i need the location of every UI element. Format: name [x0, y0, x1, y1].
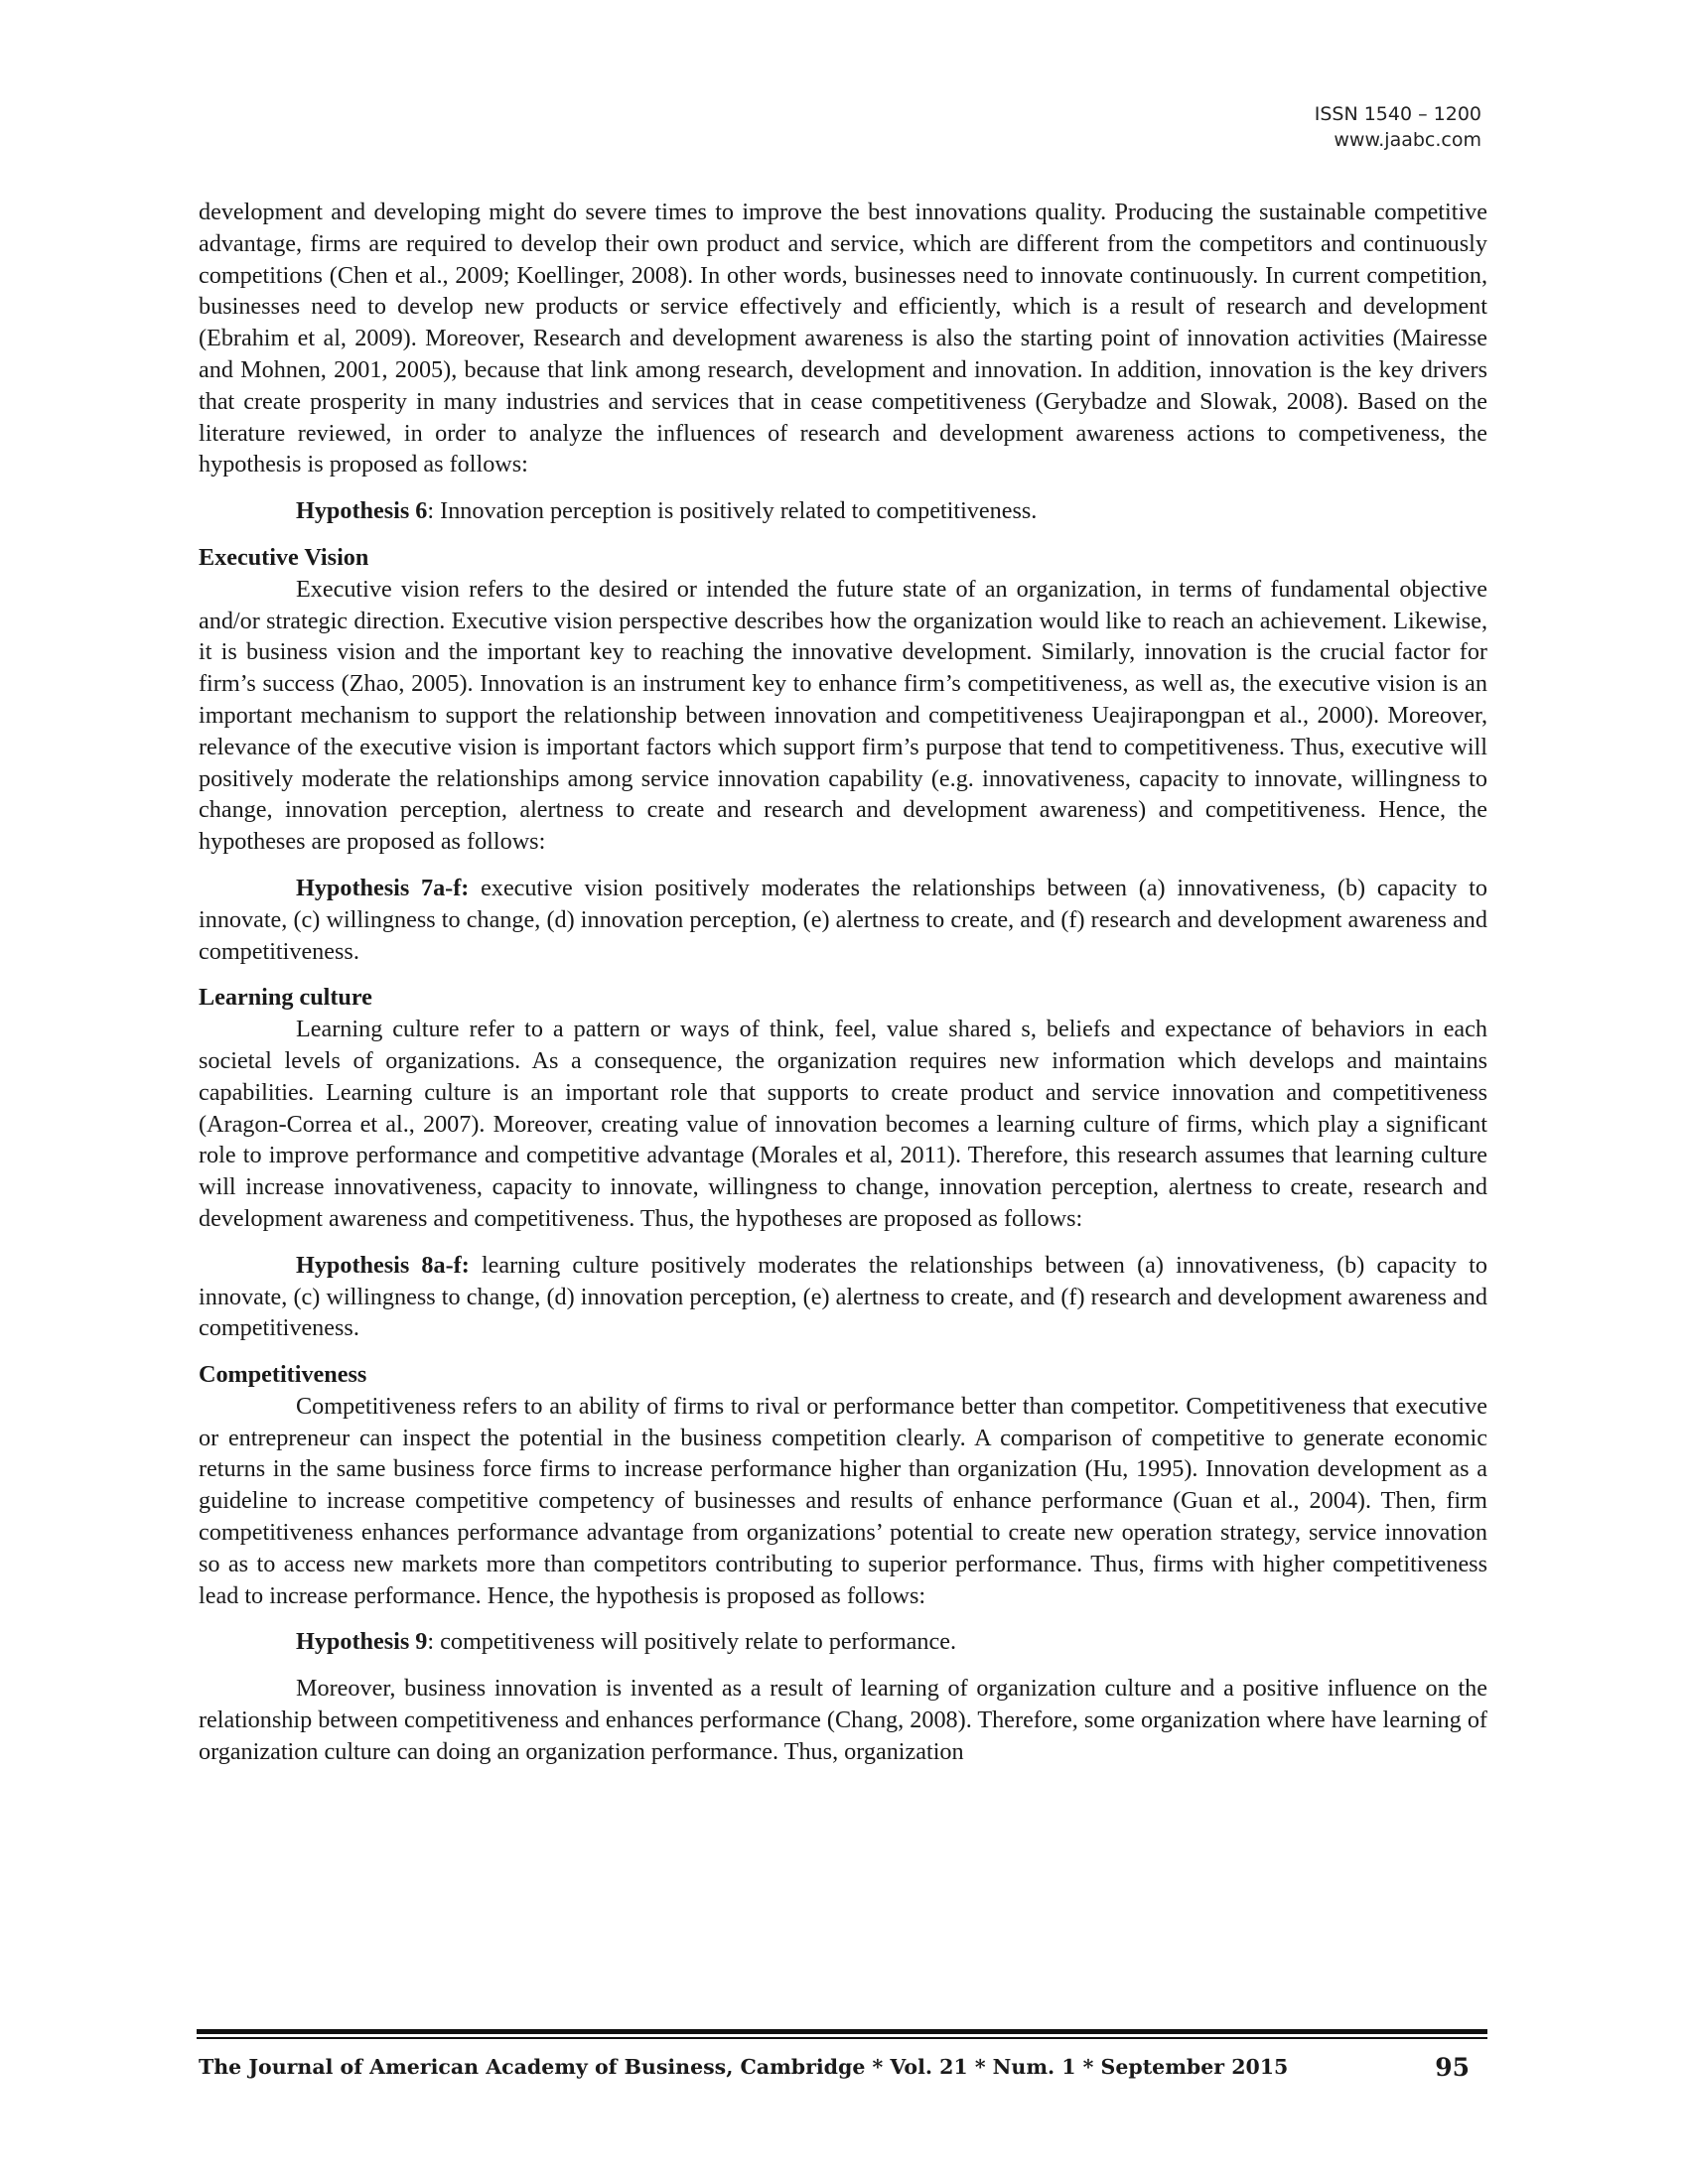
hypothesis-8	[199, 1250, 1487, 1344]
intro-paragraph: development and developing might do severe times to improve the best innovations quality. Producing the sustainable competitive advantage, firms are required to develop their own product and service, which are different from the competitors and continuously competitions (Chen et al., 2009; Koellinger, 2008). In other words, businesses need to innovate continuously. In current competition, businesses need to develop new products or service effectively and efficiently, which is a result of research and development (Ebrahim et al, 2009). Moreover, Research and development awareness is also the starting point of innovation activities (Mairesse and Mohnen, 2001, 2005), because that link among research, development and innovation. In addition, innovation is the key drivers that create prosperity in many industries and services that in cease competitiveness (Gerybadze and Slowak, 2008). Based on the literature reviewed, in order to analyze the influences of research and development awareness actions to competiveness, the hypothesis is proposed as follows:	[199, 199, 1487, 478]
competitiveness-heading: Competitiveness	[199, 1361, 367, 1389]
hypothesis-8-text: learning culture positively moderates the relationships between (a) innovativeness, (b) capacity to innovate, (c) willingness to change, (d) innovation perception, (e) alertness to create, and (f) research and development awareness and competitiveness.	[199, 1251, 1487, 1342]
footer-rule-thin	[197, 2037, 1487, 2039]
page-number: 95	[1435, 2053, 1470, 2082]
issn-label: ISSN 1540 – 1200	[1314, 103, 1481, 125]
hypothesis-7	[199, 873, 1487, 967]
footer-rule-thick	[197, 2029, 1487, 2034]
article-body	[199, 197, 1487, 1768]
website-label: www.jaabc.com	[1334, 129, 1481, 151]
hypothesis-7-label: Hypothesis 7a-f:	[296, 874, 470, 901]
final-paragraph: Moreover, business innovation is invented as a result of learning of organization culture and a positive influence on the relationship between competitiveness and enhances performance (Chang, 2008). Therefore, some organization where have learning of organization culture can doing an organization performance. Thus, organization	[199, 1675, 1487, 1765]
competitiveness-paragraph: Competitiveness refers to an ability of firms to rival or performance better than competitor. Competitiveness that executive or entrepreneur can inspect the potential in the business competition clearly. A comparison of competitive to generate economic returns in the same business force firms to increase performance higher than organization (Hu, 1995). Innovation development as a guideline to increase competitive competency of businesses and results of enhance performance (Guan et al., 2004). Then, firm competitiveness enhances performance advantage from organizations’ potential to create new operation strategy, service innovation so as to access new markets more than competitors contributing to superior performance. Thus, firms with higher competitiveness lead to increase performance. Hence, the hypothesis is proposed as follows:	[199, 1392, 1487, 1609]
hypothesis-6-text: : Innovation perception is positively related to competitiveness.	[427, 497, 1038, 525]
executive-vision-paragraph: Executive vision refers to the desired or intended the future state of an organization, in terms of fundamental objective and/or strategic direction. Executive vision perspective describes how the organization would like to reach an achievement. Likewise, it is business vision and the important key to reaching the innovative development. Similarly, innovation is the crucial factor for firm’s success (Zhao, 2005). Innovation is an instrument key to enhance firm’s competitiveness, as well as, the executive vision is an important mechanism to support the relationship between innovation and competitiveness Ueajirapongpan et al., 2000). Moreover, relevance of the executive vision is important factors which support firm’s purpose that tend to competitiveness. Thus, executive will positively moderate the relationships among service innovation capability (e.g. innovativeness, capacity to innovate, willingness to change, innovation perception, alertness to create and research and development awareness) and competitiveness. Hence, the hypotheses are proposed as follows:	[199, 575, 1487, 856]
hypothesis-7-text: executive vision positively moderates the relationships between (a) innovativeness, (b) capacity to innovate, (c) willingness to change, (d) innovation perception, (e) alertness to create, and (f) research and development awareness and competitiveness.	[199, 874, 1487, 965]
hypothesis-9	[199, 1626, 1487, 1658]
hypothesis-6	[199, 495, 1487, 527]
learning-culture-heading: Learning culture	[199, 984, 372, 1012]
hypothesis-9-label: Hypothesis 9	[296, 1628, 428, 1656]
journal-citation: The Journal of American Academy of Business, Cambridge * Vol. 21 * Num. 1 * September 2015	[199, 2055, 1289, 2079]
hypothesis-6-label: Hypothesis 6	[296, 497, 428, 525]
executive-vision-heading: Executive Vision	[199, 543, 369, 571]
learning-culture-paragraph: Learning culture refer to a pattern or ways of think, feel, value shared s, beliefs and expectance of behaviors in each societal levels of organizations. As a consequence, the organization requires new information which develops and maintains capabilities. Learning culture is an important role that supports to create product and service innovation and competitiveness (Aragon-Correa et al., 2007). Moreover, creating value of innovation becomes a learning culture of firms, which play a significant role to improve performance and competitive advantage (Morales et al, 2011). Therefore, this research assumes that learning culture will increase innovativeness, capacity to innovate, willingness to change, innovation perception, alertness to create, research and development awareness and competitiveness. Thus, the hypotheses are proposed as follows:	[199, 1016, 1487, 1232]
hypothesis-8-label: Hypothesis 8a-f:	[296, 1251, 470, 1279]
hypothesis-9-text: : competitiveness will positively relate to performance.	[427, 1628, 957, 1656]
page-header	[1315, 101, 1481, 153]
